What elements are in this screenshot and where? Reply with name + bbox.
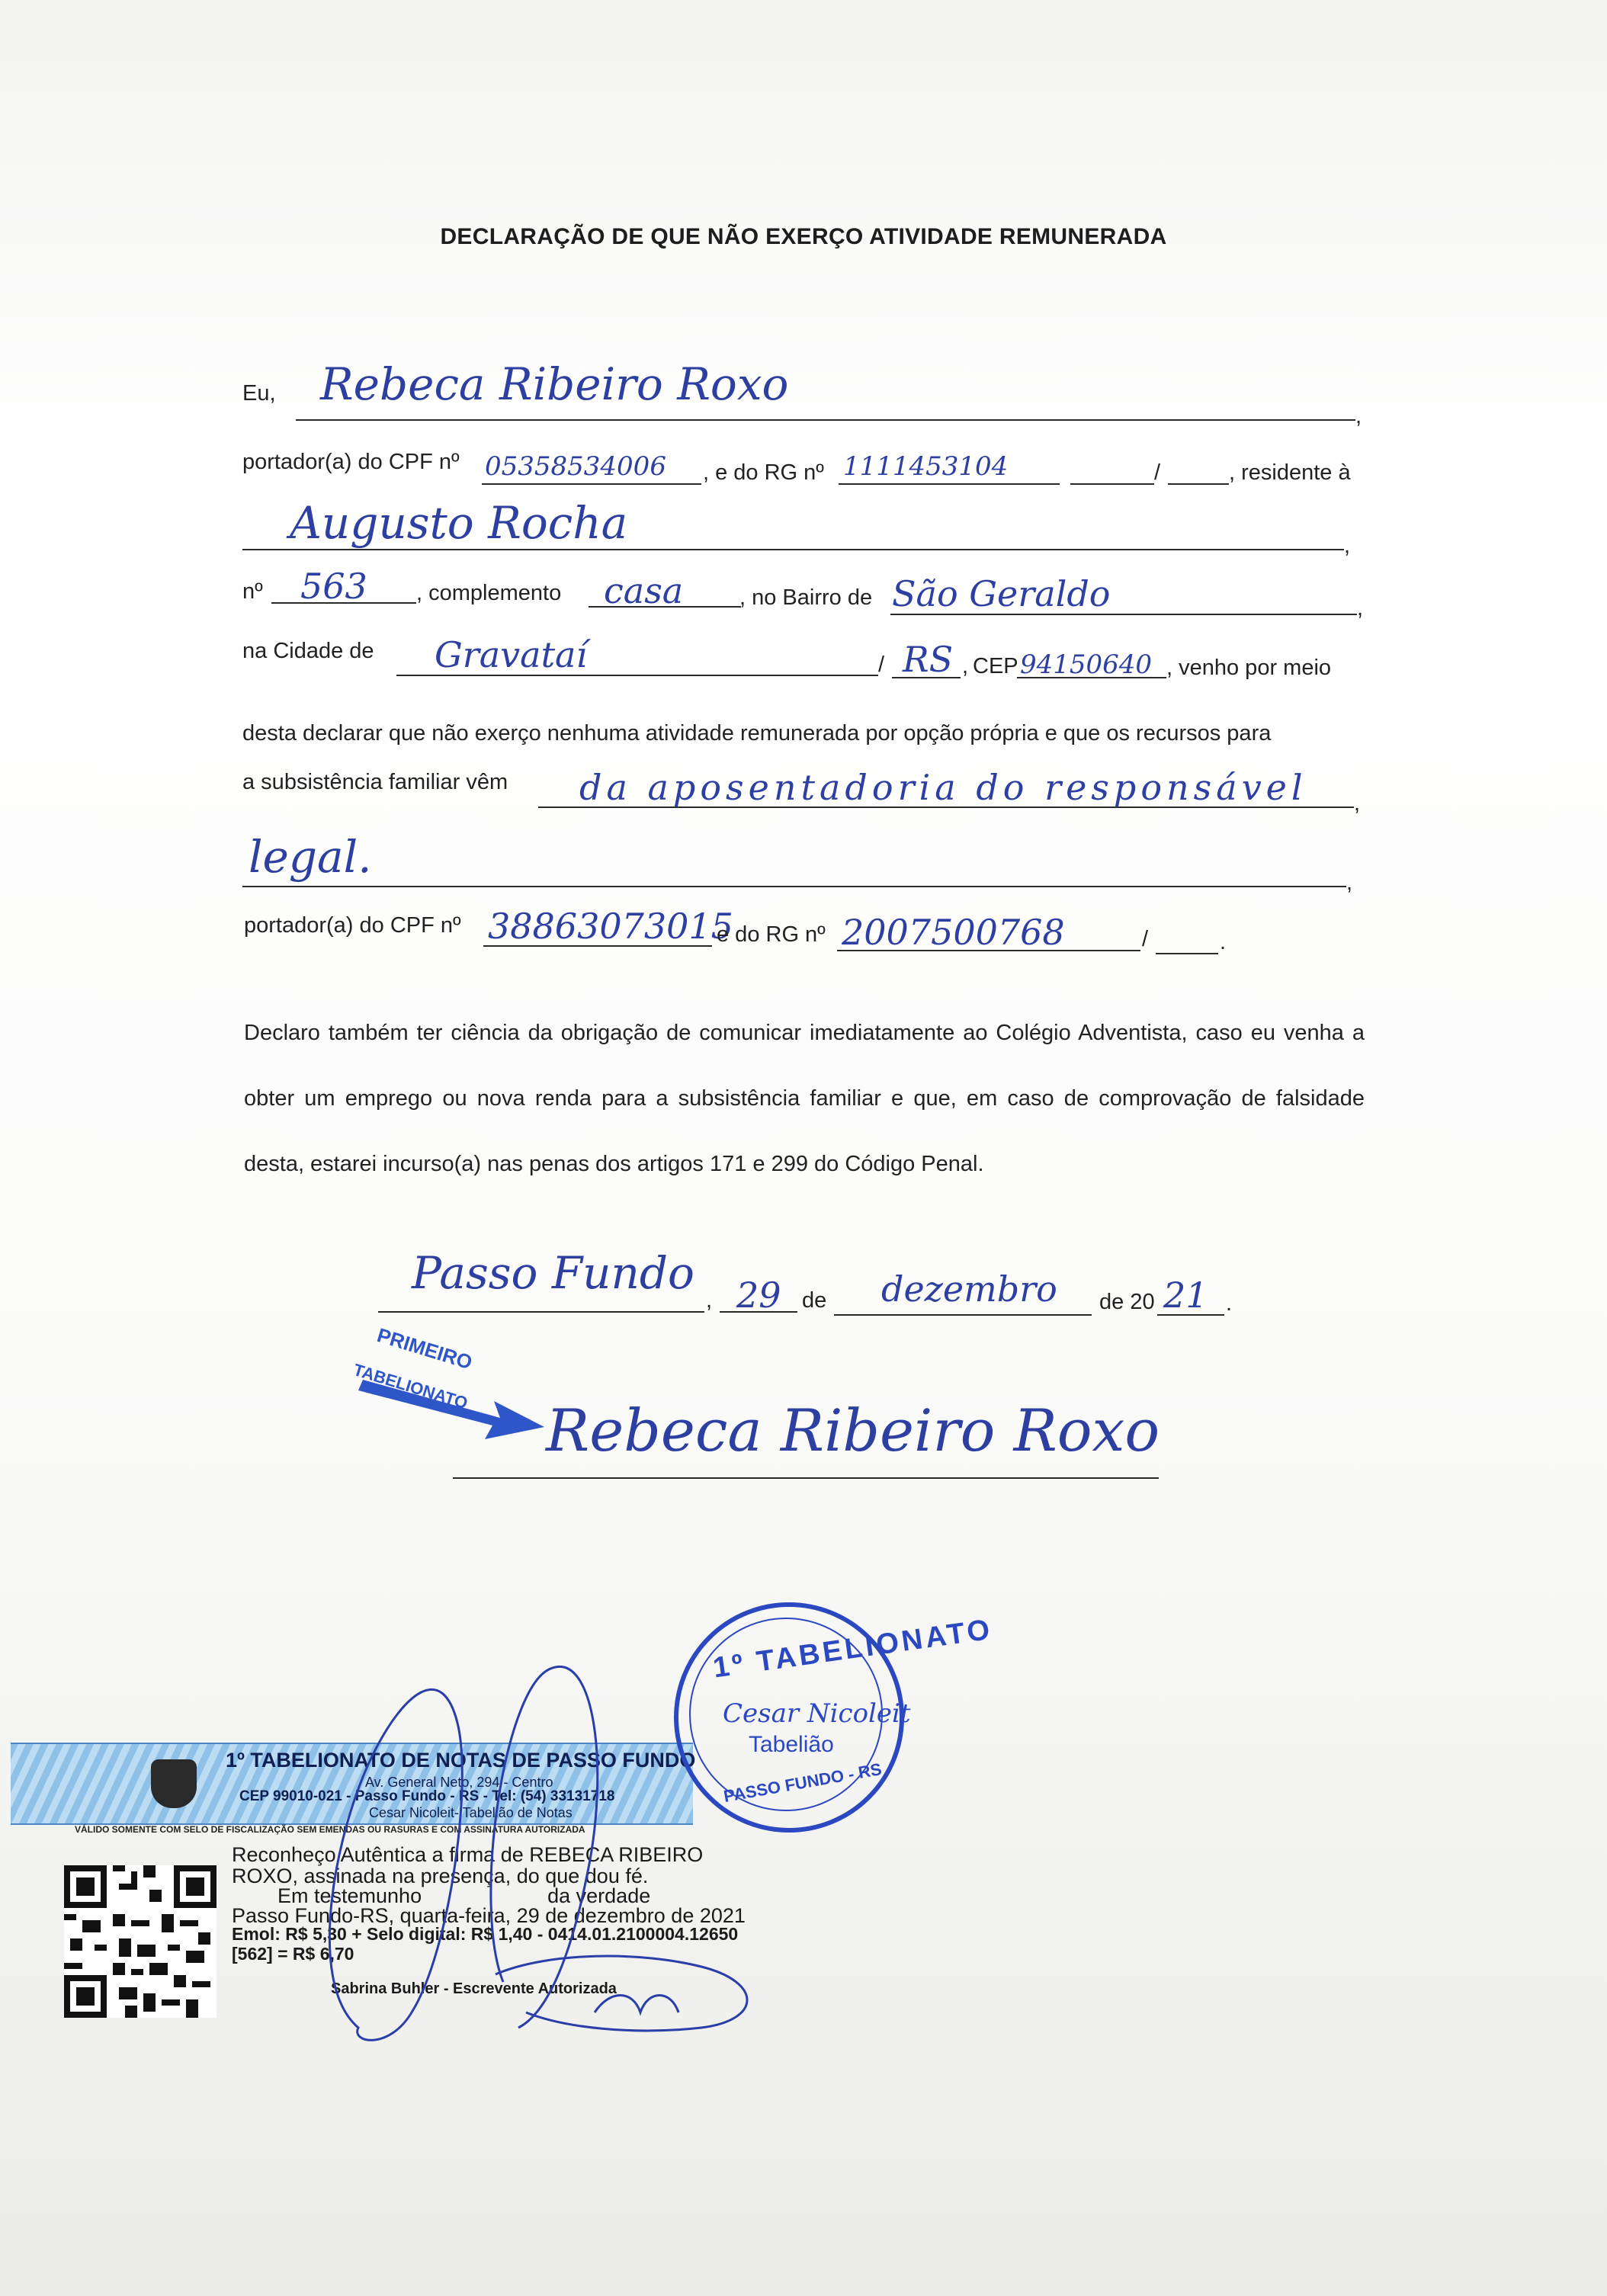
auth-line-6: [562] = R$ 6,70	[232, 1944, 354, 1964]
coat-of-arms-icon	[151, 1759, 197, 1808]
auth-line-3: Em testemunho da verdade	[277, 1884, 651, 1907]
number-label: nº	[242, 579, 263, 604]
rg-label: , e do RG nº	[703, 460, 824, 485]
arrow-stamp-line2: TABELIONATO	[351, 1360, 470, 1413]
bairro-label: , no Bairro de	[739, 585, 873, 610]
cep-label: CEP	[973, 654, 1018, 678]
subsistencia-line-2	[242, 886, 1346, 887]
notary-address: Av. General Neto, 294 - Centro	[365, 1775, 553, 1790]
signature-line	[453, 1477, 1159, 1479]
declarant-signature: Rebeca Ribeiro Roxo	[546, 1397, 1160, 1464]
declarant-name: Rebeca Ribeiro Roxo	[320, 358, 789, 410]
bairro-value: São Geraldo	[892, 573, 1111, 614]
subsistencia-value-2: legal.	[249, 831, 372, 883]
cidade-label: na Cidade de	[242, 639, 374, 663]
cep-value: 94150640	[1020, 649, 1153, 680]
cpf-label: portador(a) do CPF nº	[242, 450, 460, 474]
notary-validity: VÁLIDO SOMENTE COM SELO DE FISCALIZAÇÃO SEM EMENDAS OU RASURAS E COM ASSINATURA AUTORIZADA	[75, 1824, 585, 1835]
seal-bottom-text: PASSO FUNDO - RS	[722, 1759, 884, 1807]
cpf-line	[482, 483, 701, 485]
rg2-value: 2007500768	[842, 912, 1065, 953]
rg-line	[839, 483, 1060, 485]
notary-title: 1º TABELIONATO DE NOTAS DE PASSO FUNDO	[226, 1749, 696, 1772]
selo-digital-qr-code	[64, 1865, 217, 2018]
obligation-paragraph: Declaro também ter ciência da obrigação de comunicar imediatamente ao Colégio Adventista, caso eu venha a obter um emprego ou nova renda para a subsistência familiar e que, em caso de comprovação de falsidade desta, estarei incurso(a) nas penas dos artigos 171 e 299 do Código Penal.	[244, 1021, 1365, 1176]
cpf2-label: portador(a) do CPF nº	[244, 913, 461, 938]
street-line	[242, 549, 1344, 550]
rg2-label: e do RG nº	[717, 922, 826, 947]
subsistencia-label: a subsistência familiar vêm	[242, 770, 508, 794]
number-value: 563	[300, 566, 367, 607]
notary-signature-loops	[274, 1631, 831, 2058]
date-day: 29	[736, 1275, 781, 1316]
date-month: dezembro	[881, 1268, 1057, 1310]
document-title: DECLARAÇÃO DE QUE NÃO EXERÇO ATIVIDADE REMUNERADA	[440, 224, 1167, 249]
date-year-suffix: 21	[1163, 1275, 1208, 1316]
uf-value: RS	[903, 639, 954, 680]
cpf2-value: 38863073015	[488, 906, 733, 947]
date-city: Passo Fundo	[412, 1247, 694, 1299]
declaration-line: desta declarar que não exerço nenhuma atividade remunerada por opção própria e que os recursos para	[242, 721, 1272, 746]
name-line	[296, 419, 1355, 421]
auth-line-4: Passo Fundo-RS, quarta-feira, 29 de dezembro de 2021	[232, 1904, 746, 1927]
auth-line-5: Emol: R$ 5,30 + Selo digital: R$ 1,40 - 0414.01.2100004.12650	[232, 1924, 739, 1944]
rg-value: 1111453104	[843, 451, 1009, 482]
primeiro-tabelionato-arrow-stamp	[348, 1311, 546, 1441]
notary-name: Cesar Nicoleit- Tabelião de Notas	[369, 1805, 573, 1820]
auth-line-1: Reconheço Autêntica a firma de REBECA RIBEIRO	[232, 1843, 704, 1866]
eu-label: Eu,	[242, 381, 276, 406]
seal-role: Tabelião	[749, 1732, 834, 1757]
clerk-name: Sabrina Buhler - Escrevente Autorizada	[331, 1980, 617, 1997]
seal-name: Cesar Nicoleit	[723, 1698, 911, 1729]
date-month-line	[834, 1314, 1092, 1316]
handwritten-signature-icon	[274, 1631, 831, 2058]
cpf-value: 05358534006	[485, 451, 666, 482]
date-de-label: de	[802, 1288, 827, 1313]
notary-cep: CEP 99010-021 - Passo Fundo - RS - Tel: (54) 33131718	[239, 1788, 615, 1804]
complemento-label: , complemento	[416, 581, 562, 605]
auth-line-2: ROXO, assinada na presença, do que dou fé.	[232, 1865, 649, 1887]
subsistencia-value-1: da aposentadoria do responsável	[579, 767, 1307, 808]
qr-code-icon	[64, 1865, 217, 2018]
street-value: Augusto Rocha	[290, 497, 628, 549]
complemento-value: casa	[604, 570, 684, 611]
cidade-value: Gravataí	[435, 634, 588, 675]
venho-label: , venho por meio	[1166, 656, 1332, 680]
seal-top-text: 1º TABELIONATO	[710, 1613, 995, 1685]
date-year-label: de 20	[1099, 1290, 1155, 1314]
arrow-stamp-line1: PRIMEIRO	[374, 1323, 475, 1374]
residente-label: , residente à	[1229, 460, 1351, 485]
